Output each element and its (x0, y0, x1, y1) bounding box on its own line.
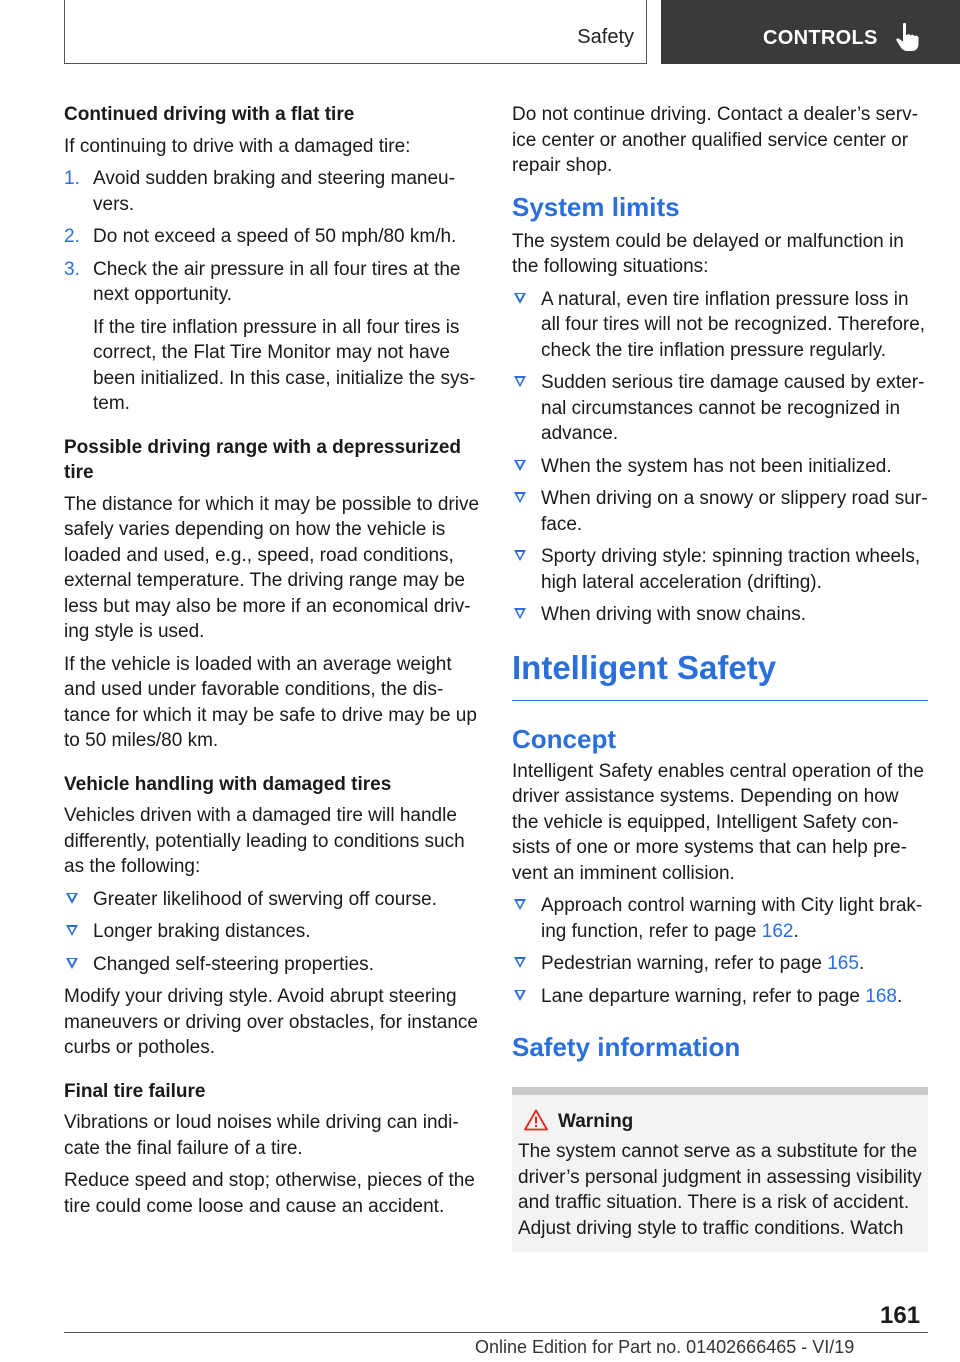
triangle-bullet-icon (66, 958, 78, 969)
footer-divider (64, 1332, 928, 1333)
triangle-bullet-icon (514, 376, 526, 387)
reference-list (512, 893, 928, 1009)
list-item (512, 544, 928, 595)
concept-heading: Concept (512, 723, 616, 754)
page-number: 161 (880, 1302, 921, 1329)
failure-heading: Final tire failure (64, 1080, 206, 1102)
step-number: 2. (64, 226, 80, 247)
list-item-text: Lane departure warning, refer to page (541, 985, 866, 1007)
list-item (512, 370, 928, 447)
intelligent-safety-title: Intelligent Safety (512, 648, 928, 701)
list-item-text: When the system has not been initialized. (541, 455, 892, 477)
list-item-text: When driving with snow chains. (541, 604, 807, 625)
list-item-text: Sudden serious tire damage caused by external circumstances cannot be recognized in advance. (541, 372, 925, 444)
list-item (512, 602, 928, 628)
triangle-bullet-icon (514, 608, 526, 619)
triangle-bullet-icon (514, 293, 526, 304)
system-limits-list (512, 287, 928, 628)
warning-text: The system cannot serve as a substitute for the driver’s personal judgment in assessing visibility and traffic situation. There is a risk of accident. Adjust driving style to traffic conditions. Watch (518, 1141, 922, 1239)
list-item-text: Changed self-steering properties. (93, 953, 374, 975)
failure-paragraph: Reduce speed and stop; otherwise, pieces of the tire could come loose and cause an accident. (64, 1170, 475, 1217)
list-item-text: Approach control warning with City light braking function, refer to page (541, 895, 923, 942)
right-column (512, 102, 928, 1252)
hand-pointer-icon (895, 22, 921, 52)
concept-paragraph: Intelligent Safety enables central operation of the driver assistance systems. Depending on how the vehicle is equipped, Intelligent Safety consists of one or more systems that can help prevent an imminent collision. (512, 760, 924, 884)
triangle-bullet-icon (66, 925, 78, 936)
step-text: Check the air pressure in all four tires at the next opportunity. (93, 258, 461, 305)
flat-tire-heading: Continued driving with a flat tire (64, 104, 355, 125)
page-link[interactable]: 168 (865, 985, 897, 1007)
section-title: Safety (577, 26, 634, 48)
triangle-bullet-icon (514, 899, 526, 910)
list-item-text: Sporty driving style: spinning traction wheels, high lateral acceleration (drifting). (541, 546, 921, 593)
handling-intro: Vehicles driven with a damaged tire will handle differently, potentially leading to conditions such as the following: (64, 805, 465, 877)
triangle-bullet-icon (514, 990, 526, 1001)
list-item (64, 952, 480, 978)
step-number: 3. (64, 258, 80, 280)
list-item (512, 951, 928, 977)
chapter-tab (661, 0, 960, 64)
warning-triangle-icon (524, 1109, 548, 1131)
list-item (512, 893, 928, 944)
triangle-bullet-icon (514, 957, 526, 968)
flat-tire-intro: If continuing to drive with a damaged tire: (64, 135, 411, 157)
list-item (512, 984, 928, 1010)
list-item-text: Longer braking distances. (93, 921, 311, 942)
step-item (64, 224, 480, 250)
handling-list (64, 887, 480, 978)
handling-heading: Vehicle handling with damaged tires (64, 773, 392, 795)
list-item (512, 287, 928, 364)
system-limits-heading: System limits (512, 191, 680, 222)
list-item-end: . (858, 953, 865, 974)
system-limits-intro: The system could be delayed or malfunction in the following situations: (512, 230, 904, 277)
step-item (64, 257, 480, 308)
list-item (64, 887, 480, 913)
list-item-end: . (793, 920, 799, 942)
list-item-end: . (896, 985, 903, 1007)
step-note: If the tire inflation pressure in all four tires is correct, the Flat Tire Monitor may not have been initialized. In this case, initialize the system. (93, 316, 476, 414)
triangle-bullet-icon (514, 492, 526, 503)
list-item-text: A natural, even tire inflation pressure loss in all four tires will not be recognized. Therefore, check the tire inflation pressure regularly. (541, 288, 926, 361)
triangle-bullet-icon (66, 893, 78, 904)
left-column (64, 102, 480, 1226)
handling-outro: Modify your driving style. Avoid abrupt steering maneuvers or driving over obstacles, for instance curbs or potholes. (64, 986, 478, 1058)
list-item-text: Pedestrian warning, refer to page (541, 953, 828, 974)
list-item-text: Greater likelihood of swerving off course. (93, 888, 437, 910)
flat-tire-steps (64, 166, 480, 308)
continue-paragraph: Do not continue driving. Contact a dealer’s service center or another qualified service center or repair shop. (512, 104, 918, 176)
range-paragraph: The distance for which it may be possible to drive safely varies depending on how the vehicle is loaded and used, e.g., speed, road conditions, external temperature. The driving range may be less but may also be more if an economical driving style is used. (64, 493, 480, 642)
range-heading: Possible driving range with a depressurized tire (64, 436, 461, 483)
range-paragraph: If the vehicle is loaded with an average weight and used under favorable conditions, the distance for which it may be safe to drive may be up to 50 miles/80 km. (64, 653, 477, 751)
warning-label: Warning (558, 1111, 634, 1132)
triangle-bullet-icon (514, 550, 526, 561)
list-item (512, 486, 928, 537)
step-item (64, 166, 480, 217)
list-item (64, 919, 480, 945)
warning-box (512, 1087, 928, 1252)
list-item-text: When driving on a snowy or slippery road surface. (541, 488, 928, 535)
section-header-box (64, 0, 647, 64)
page-link[interactable]: 162 (761, 920, 794, 942)
step-text: Do not exceed a speed of 50 mph/80 km/h. (93, 226, 457, 247)
page-header (0, 0, 960, 66)
step-text: Avoid sudden braking and steering maneuvers. (93, 168, 455, 215)
failure-paragraph: Vibrations or loud noises while driving can indicate the final failure of a tire. (64, 1112, 459, 1159)
step-number: 1. (64, 168, 80, 189)
edition-footer: Online Edition for Part no. 01402666465 - VI/19 (475, 1337, 855, 1357)
safety-information-heading: Safety information (512, 1032, 741, 1062)
triangle-bullet-icon (514, 460, 526, 471)
chapter-title: CONTROLS (763, 27, 878, 49)
warning-title (518, 1109, 922, 1135)
list-item (512, 454, 928, 480)
page-link[interactable]: 165 (827, 953, 859, 974)
